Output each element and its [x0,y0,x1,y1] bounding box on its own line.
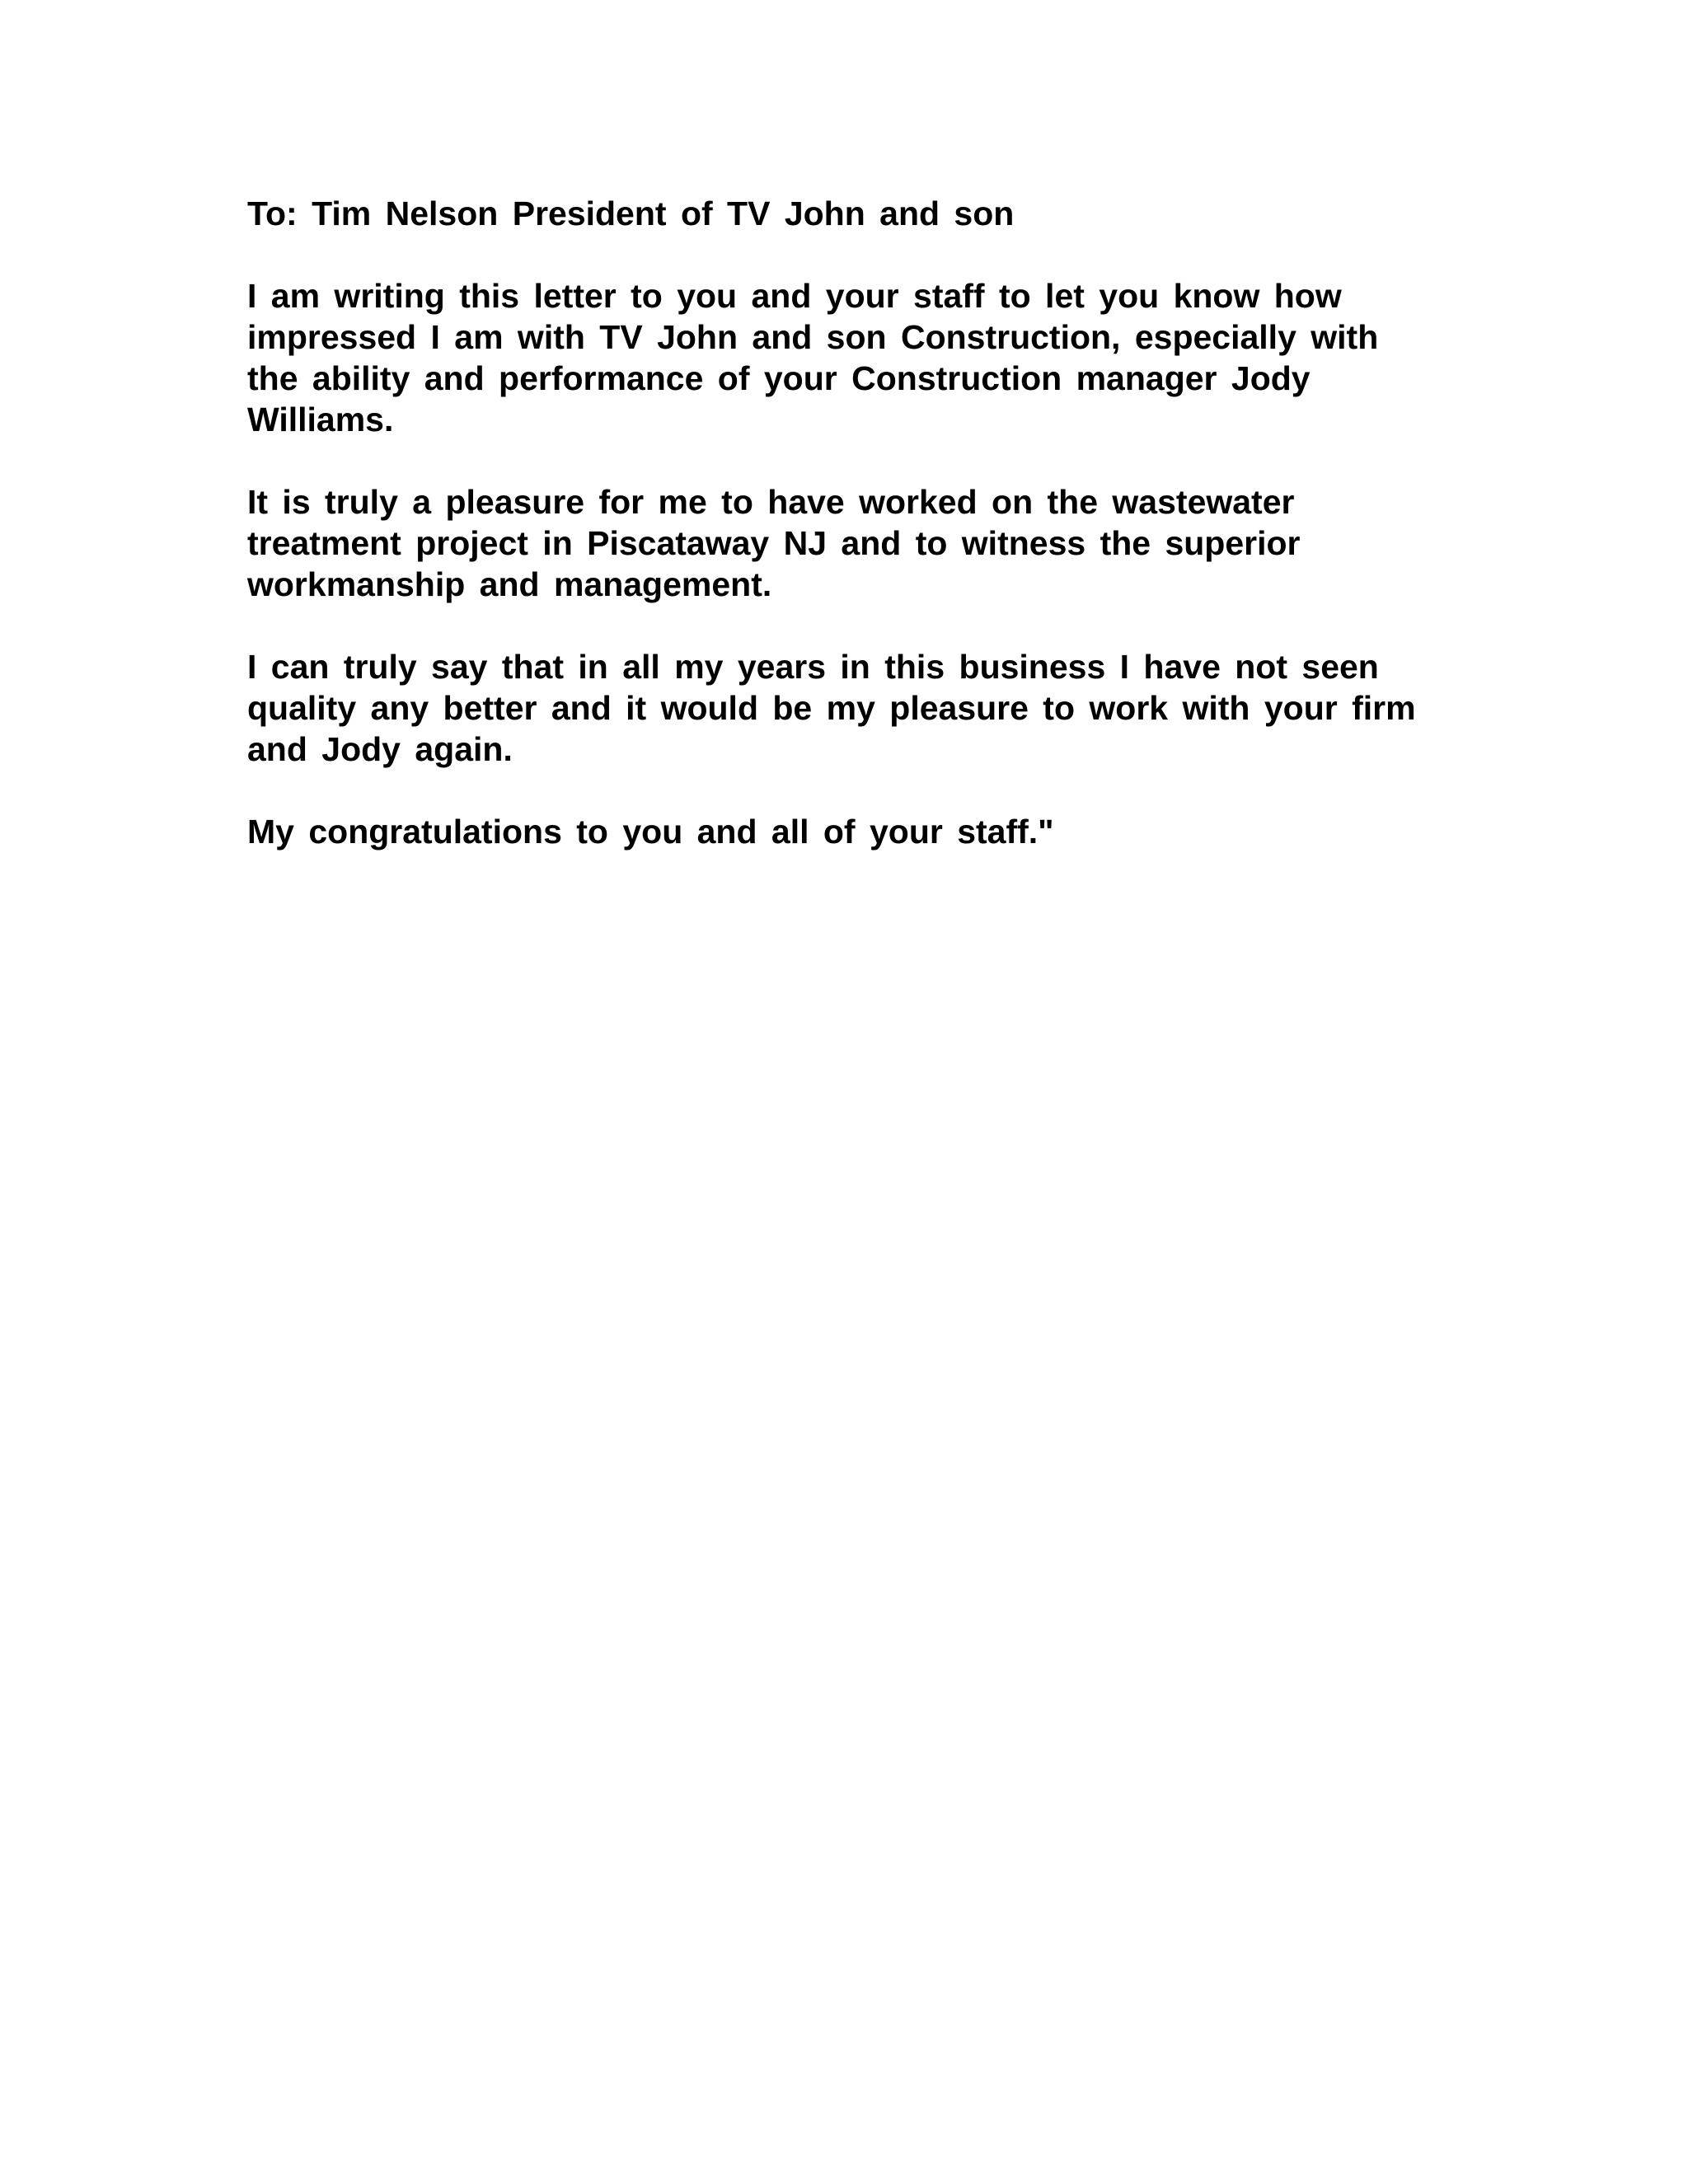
paragraph-line: Williams. [247,401,394,438]
paragraph-line: My congratulations to you and all of your staff." [247,813,1054,851]
paragraph-1 [247,275,1451,440]
letter-salutation: To: Tim Nelson President of TV John and son [247,194,1015,232]
paragraph-4-closing [247,811,1451,852]
paragraph-line: I am writing this letter to you and your staff to let you know how [247,277,1342,315]
paragraph-line: the ability and performance of your Construction manager Jody [247,359,1311,397]
paragraph-line: and Jody again. [247,730,513,768]
paragraph-line: I can truly say that in all my years in this business I have not seen [247,648,1379,686]
paragraph-line: workmanship and management. [247,565,772,603]
paragraph-line: impressed I am with TV John and son Construction, especially with [247,318,1379,356]
paragraph-3 [247,646,1451,770]
letter-body [247,193,1451,893]
paragraph-2 [247,481,1451,605]
paragraph-line: It is truly a pleasure for me to have worked on the wastewater [247,483,1295,521]
paragraph-line: treatment project in Piscataway NJ and to witness the superior [247,524,1301,562]
paragraph-line: quality any better and it would be my pleasure to work with your firm [247,689,1416,727]
